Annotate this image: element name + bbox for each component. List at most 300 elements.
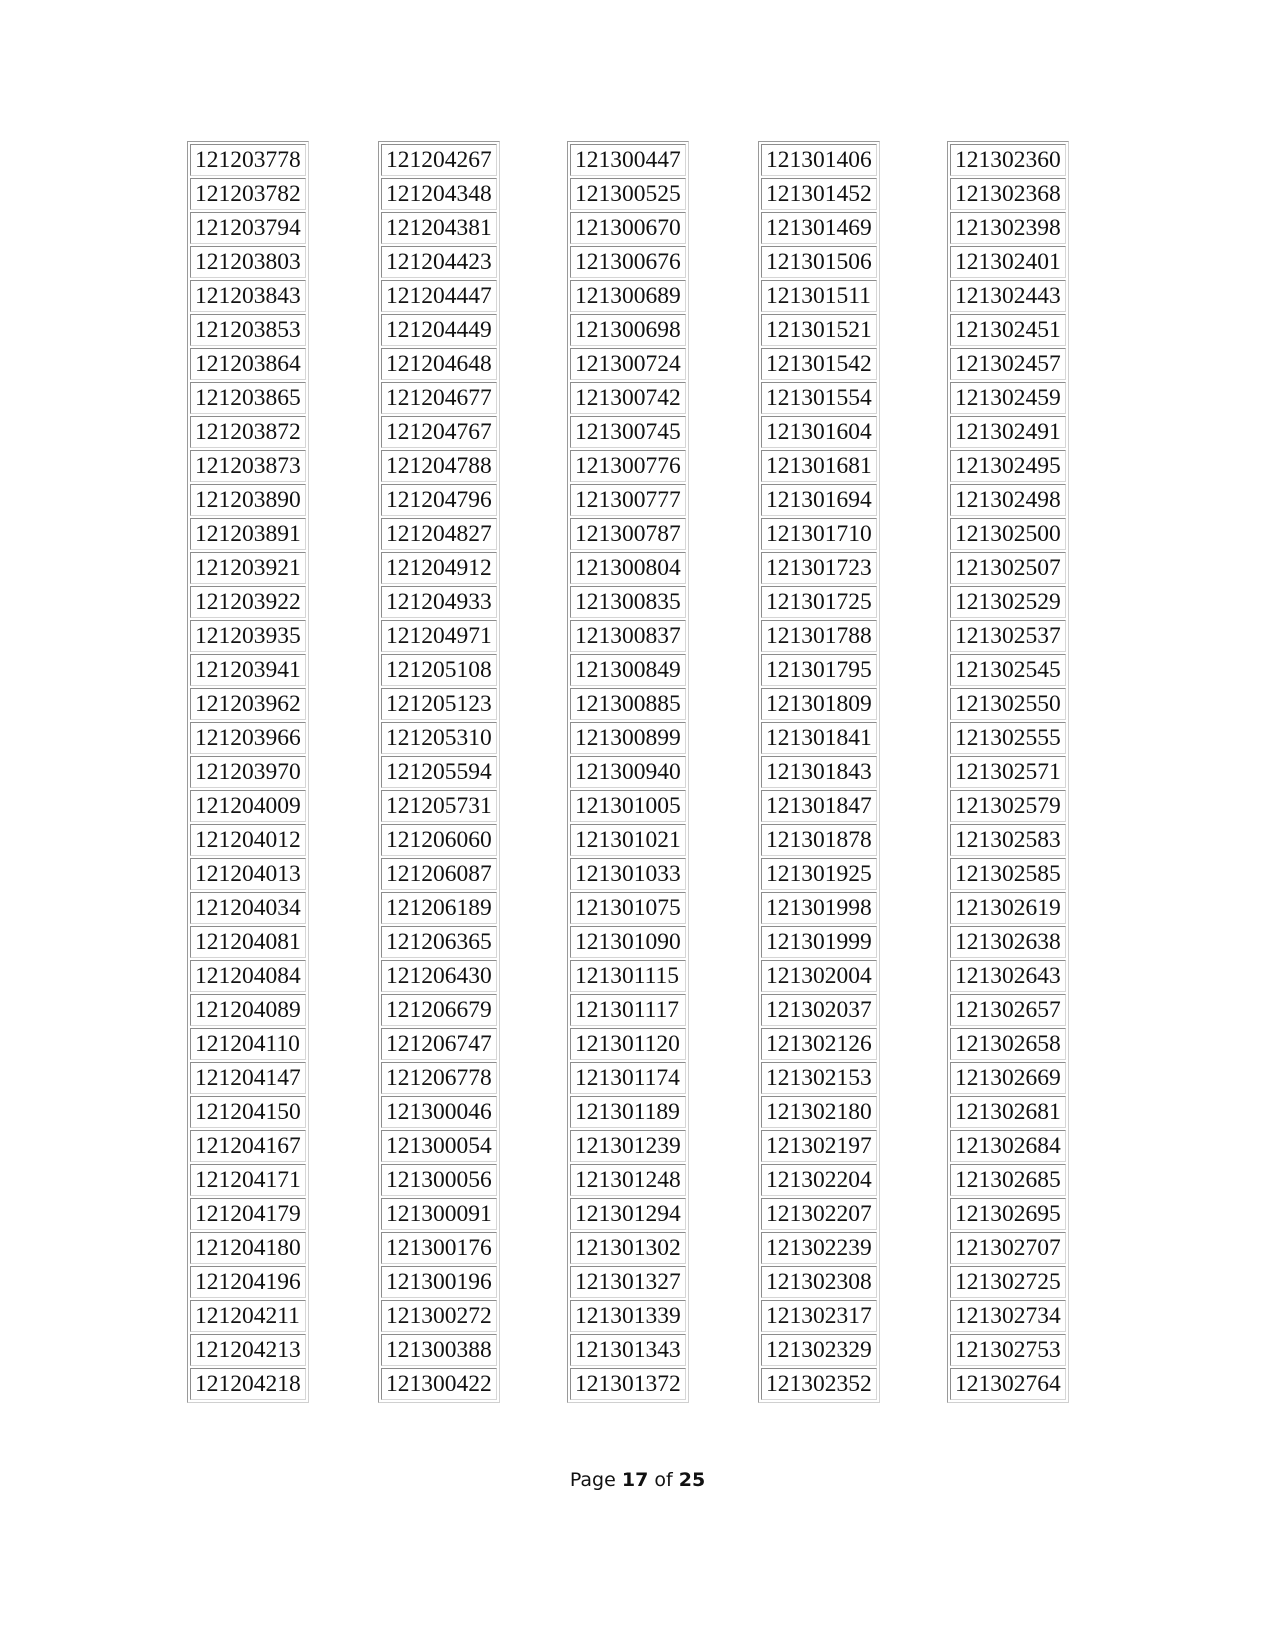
number-cell: 121301120 bbox=[570, 1028, 686, 1060]
number-cell: 121301327 bbox=[570, 1266, 686, 1298]
number-cell: 121204381 bbox=[381, 212, 497, 244]
table-row bbox=[570, 1096, 686, 1128]
number-cell: 121302555 bbox=[950, 722, 1066, 754]
number-cell: 121302571 bbox=[950, 756, 1066, 788]
table-row bbox=[761, 892, 877, 924]
table-row bbox=[381, 1334, 497, 1366]
table-row bbox=[570, 348, 686, 380]
number-cell: 121302368 bbox=[950, 178, 1066, 210]
number-cell: 121204084 bbox=[190, 960, 306, 992]
table-row bbox=[950, 1028, 1066, 1060]
number-cell: 121301248 bbox=[570, 1164, 686, 1196]
number-cell: 121203778 bbox=[190, 144, 306, 176]
number-cell: 121300777 bbox=[570, 484, 686, 516]
number-cell: 121204423 bbox=[381, 246, 497, 278]
number-column-5 bbox=[947, 141, 1069, 1403]
table-row bbox=[761, 688, 877, 720]
table-row bbox=[950, 416, 1066, 448]
table-row bbox=[190, 654, 306, 686]
table-row bbox=[190, 756, 306, 788]
number-cell: 121300804 bbox=[570, 552, 686, 584]
number-cell: 121204150 bbox=[190, 1096, 306, 1128]
number-cell: 121300046 bbox=[381, 1096, 497, 1128]
table-row bbox=[761, 280, 877, 312]
number-cell: 121203935 bbox=[190, 620, 306, 652]
table-row bbox=[570, 688, 686, 720]
table-row bbox=[950, 1096, 1066, 1128]
table-row bbox=[761, 1300, 877, 1332]
number-cell: 121301117 bbox=[570, 994, 686, 1026]
table-row bbox=[190, 484, 306, 516]
table-row bbox=[950, 1232, 1066, 1264]
number-cell: 121205594 bbox=[381, 756, 497, 788]
table-row bbox=[190, 960, 306, 992]
number-cell: 121302153 bbox=[761, 1062, 877, 1094]
table-row bbox=[761, 654, 877, 686]
table-row bbox=[570, 790, 686, 822]
table-row bbox=[190, 722, 306, 754]
number-cell: 121204034 bbox=[190, 892, 306, 924]
table-row bbox=[570, 1164, 686, 1196]
number-cell: 121302685 bbox=[950, 1164, 1066, 1196]
number-cell: 121205731 bbox=[381, 790, 497, 822]
table-row bbox=[190, 688, 306, 720]
number-cell: 121300835 bbox=[570, 586, 686, 618]
table-row bbox=[381, 144, 497, 176]
number-cell: 121302360 bbox=[950, 144, 1066, 176]
number-cell: 121206087 bbox=[381, 858, 497, 890]
number-cell: 121204009 bbox=[190, 790, 306, 822]
table-row bbox=[190, 1232, 306, 1264]
table-row bbox=[381, 1130, 497, 1162]
number-cell: 121301925 bbox=[761, 858, 877, 890]
number-cell: 121301021 bbox=[570, 824, 686, 856]
table-row bbox=[761, 1164, 877, 1196]
number-cell: 121302657 bbox=[950, 994, 1066, 1026]
number-cell: 121206778 bbox=[381, 1062, 497, 1094]
table-row bbox=[570, 552, 686, 584]
number-cell: 121205108 bbox=[381, 654, 497, 686]
number-cell: 121204348 bbox=[381, 178, 497, 210]
number-cell: 121203922 bbox=[190, 586, 306, 618]
number-cell: 121302550 bbox=[950, 688, 1066, 720]
number-cell: 121302734 bbox=[950, 1300, 1066, 1332]
number-cell: 121203873 bbox=[190, 450, 306, 482]
number-cell: 121204089 bbox=[190, 994, 306, 1026]
number-cell: 121301542 bbox=[761, 348, 877, 380]
number-cell: 121302498 bbox=[950, 484, 1066, 516]
table-row bbox=[950, 892, 1066, 924]
table-row bbox=[570, 1130, 686, 1162]
number-cell: 121300745 bbox=[570, 416, 686, 448]
table-row bbox=[761, 1266, 877, 1298]
number-column-3 bbox=[567, 141, 689, 1403]
table-row bbox=[570, 654, 686, 686]
table-row bbox=[950, 382, 1066, 414]
table-row bbox=[570, 1232, 686, 1264]
table-row bbox=[950, 314, 1066, 346]
number-cell: 121302457 bbox=[950, 348, 1066, 380]
table-row bbox=[381, 858, 497, 890]
table-row bbox=[381, 1062, 497, 1094]
number-cell: 121300776 bbox=[570, 450, 686, 482]
table-row bbox=[190, 1096, 306, 1128]
table-row bbox=[570, 1368, 686, 1400]
table-row bbox=[381, 552, 497, 584]
table-row bbox=[190, 1266, 306, 1298]
table-row bbox=[190, 620, 306, 652]
table-row bbox=[761, 824, 877, 856]
table-row bbox=[950, 688, 1066, 720]
number-cell: 121203865 bbox=[190, 382, 306, 414]
number-cell: 121204971 bbox=[381, 620, 497, 652]
table-row bbox=[761, 450, 877, 482]
number-cell: 121302180 bbox=[761, 1096, 877, 1128]
table-row bbox=[190, 416, 306, 448]
number-cell: 121204648 bbox=[381, 348, 497, 380]
number-column-4 bbox=[758, 141, 880, 1403]
number-cell: 121302585 bbox=[950, 858, 1066, 890]
number-cell: 121300698 bbox=[570, 314, 686, 346]
number-cell: 121203864 bbox=[190, 348, 306, 380]
table-row bbox=[381, 178, 497, 210]
table-row bbox=[950, 586, 1066, 618]
table-row bbox=[570, 382, 686, 414]
number-cell: 121204677 bbox=[381, 382, 497, 414]
number-cell: 121302308 bbox=[761, 1266, 877, 1298]
table-row bbox=[950, 1266, 1066, 1298]
number-cell: 121204933 bbox=[381, 586, 497, 618]
table-row bbox=[761, 858, 877, 890]
number-cell: 121302491 bbox=[950, 416, 1066, 448]
table-row bbox=[570, 1266, 686, 1298]
table-row bbox=[190, 212, 306, 244]
number-cell: 121300272 bbox=[381, 1300, 497, 1332]
number-cell: 121302684 bbox=[950, 1130, 1066, 1162]
table-row bbox=[761, 790, 877, 822]
number-cell: 121302638 bbox=[950, 926, 1066, 958]
number-cell: 121300676 bbox=[570, 246, 686, 278]
page-of-label: of bbox=[648, 1469, 679, 1491]
table-row bbox=[950, 144, 1066, 176]
table-row bbox=[950, 858, 1066, 890]
number-cell: 121301604 bbox=[761, 416, 877, 448]
table-row bbox=[381, 824, 497, 856]
number-cell: 121205310 bbox=[381, 722, 497, 754]
table-row bbox=[761, 484, 877, 516]
table-row bbox=[761, 1334, 877, 1366]
number-cell: 121300388 bbox=[381, 1334, 497, 1366]
table-row bbox=[381, 960, 497, 992]
number-cell: 121301339 bbox=[570, 1300, 686, 1332]
table-row bbox=[570, 518, 686, 550]
table-row bbox=[190, 1062, 306, 1094]
number-cell: 121301511 bbox=[761, 280, 877, 312]
table-row bbox=[190, 1334, 306, 1366]
table-row bbox=[761, 620, 877, 652]
number-cell: 121204211 bbox=[190, 1300, 306, 1332]
table-row bbox=[761, 348, 877, 380]
table-row bbox=[570, 144, 686, 176]
table-row bbox=[761, 1096, 877, 1128]
table-row bbox=[381, 518, 497, 550]
table-row bbox=[570, 484, 686, 516]
number-cell: 121203872 bbox=[190, 416, 306, 448]
table-row bbox=[570, 1334, 686, 1366]
number-cell: 121206365 bbox=[381, 926, 497, 958]
number-cell: 121301294 bbox=[570, 1198, 686, 1230]
table-row bbox=[381, 790, 497, 822]
table-row bbox=[570, 450, 686, 482]
table-row bbox=[190, 1368, 306, 1400]
table-row bbox=[381, 382, 497, 414]
number-cell: 121302764 bbox=[950, 1368, 1066, 1400]
number-cell: 121300787 bbox=[570, 518, 686, 550]
table-row bbox=[381, 722, 497, 754]
number-cell: 121204179 bbox=[190, 1198, 306, 1230]
table-row bbox=[570, 1062, 686, 1094]
table-row bbox=[950, 994, 1066, 1026]
number-cell: 121204171 bbox=[190, 1164, 306, 1196]
number-cell: 121302579 bbox=[950, 790, 1066, 822]
table-row bbox=[190, 824, 306, 856]
number-cell: 121204827 bbox=[381, 518, 497, 550]
table-row bbox=[381, 1368, 497, 1400]
number-cell: 121302317 bbox=[761, 1300, 877, 1332]
table-row bbox=[570, 824, 686, 856]
table-row bbox=[190, 178, 306, 210]
number-cell: 121302204 bbox=[761, 1164, 877, 1196]
number-cell: 121204213 bbox=[190, 1334, 306, 1366]
number-cell: 121204167 bbox=[190, 1130, 306, 1162]
table-row bbox=[570, 280, 686, 312]
table-row bbox=[570, 926, 686, 958]
table-row bbox=[761, 518, 877, 550]
table-row bbox=[761, 144, 877, 176]
table-row bbox=[950, 824, 1066, 856]
table-row bbox=[761, 756, 877, 788]
table-row bbox=[950, 960, 1066, 992]
number-cell: 121203794 bbox=[190, 212, 306, 244]
table-row bbox=[950, 1368, 1066, 1400]
number-cell: 121301809 bbox=[761, 688, 877, 720]
number-cell: 121301795 bbox=[761, 654, 877, 686]
table-row bbox=[761, 246, 877, 278]
number-cell: 121302451 bbox=[950, 314, 1066, 346]
table-row bbox=[381, 280, 497, 312]
number-cell: 121300525 bbox=[570, 178, 686, 210]
number-cell: 121206430 bbox=[381, 960, 497, 992]
page-label: Page bbox=[569, 1469, 622, 1491]
number-cell: 121203782 bbox=[190, 178, 306, 210]
table-row bbox=[761, 552, 877, 584]
table-row bbox=[381, 1232, 497, 1264]
number-cell: 121301843 bbox=[761, 756, 877, 788]
table-row bbox=[570, 212, 686, 244]
number-cell: 121301723 bbox=[761, 552, 877, 584]
number-cell: 121302643 bbox=[950, 960, 1066, 992]
table-row bbox=[381, 654, 497, 686]
total-page-count: 25 bbox=[678, 1469, 706, 1491]
number-cell: 121203921 bbox=[190, 552, 306, 584]
table-row bbox=[381, 416, 497, 448]
number-cell: 121300422 bbox=[381, 1368, 497, 1400]
number-cell: 121203966 bbox=[190, 722, 306, 754]
number-cell: 121302725 bbox=[950, 1266, 1066, 1298]
number-cell: 121206189 bbox=[381, 892, 497, 924]
number-cell: 121206747 bbox=[381, 1028, 497, 1060]
number-cell: 121301999 bbox=[761, 926, 877, 958]
number-cell: 121300849 bbox=[570, 654, 686, 686]
number-cell: 121300056 bbox=[381, 1164, 497, 1196]
table-row bbox=[190, 1300, 306, 1332]
table-row bbox=[190, 246, 306, 278]
number-cell: 121203843 bbox=[190, 280, 306, 312]
number-cell: 121300091 bbox=[381, 1198, 497, 1230]
table-row bbox=[570, 1028, 686, 1060]
number-cell: 121302658 bbox=[950, 1028, 1066, 1060]
table-row bbox=[761, 416, 877, 448]
number-cell: 121301554 bbox=[761, 382, 877, 414]
table-row bbox=[950, 1130, 1066, 1162]
number-cell: 121205123 bbox=[381, 688, 497, 720]
table-row bbox=[570, 756, 686, 788]
number-cell: 121300899 bbox=[570, 722, 686, 754]
number-cell: 121301343 bbox=[570, 1334, 686, 1366]
table-row bbox=[761, 1232, 877, 1264]
table-row bbox=[381, 450, 497, 482]
table-row bbox=[570, 246, 686, 278]
number-cell: 121204447 bbox=[381, 280, 497, 312]
table-row bbox=[381, 484, 497, 516]
table-row bbox=[381, 620, 497, 652]
table-row bbox=[381, 246, 497, 278]
table-row bbox=[381, 1164, 497, 1196]
number-cell: 121204218 bbox=[190, 1368, 306, 1400]
table-row bbox=[950, 654, 1066, 686]
number-cell: 121302500 bbox=[950, 518, 1066, 550]
table-row bbox=[950, 1062, 1066, 1094]
table-row bbox=[190, 314, 306, 346]
table-row bbox=[381, 314, 497, 346]
number-cell: 121203941 bbox=[190, 654, 306, 686]
table-row bbox=[381, 994, 497, 1026]
number-cell: 121204267 bbox=[381, 144, 497, 176]
table-row bbox=[570, 620, 686, 652]
number-cell: 121301878 bbox=[761, 824, 877, 856]
number-cell: 121302681 bbox=[950, 1096, 1066, 1128]
table-row bbox=[761, 586, 877, 618]
number-cell: 121301189 bbox=[570, 1096, 686, 1128]
table-row bbox=[570, 178, 686, 210]
number-cell: 121300670 bbox=[570, 212, 686, 244]
table-row bbox=[190, 926, 306, 958]
number-cell: 121302619 bbox=[950, 892, 1066, 924]
table-row bbox=[950, 178, 1066, 210]
number-cell: 121302459 bbox=[950, 382, 1066, 414]
number-cell: 121301115 bbox=[570, 960, 686, 992]
number-cell: 121204796 bbox=[381, 484, 497, 516]
table-row bbox=[950, 450, 1066, 482]
table-row bbox=[190, 552, 306, 584]
table-row bbox=[950, 1300, 1066, 1332]
table-row bbox=[190, 280, 306, 312]
number-cell: 121301681 bbox=[761, 450, 877, 482]
number-cell: 121301452 bbox=[761, 178, 877, 210]
table-row bbox=[190, 586, 306, 618]
table-row bbox=[381, 348, 497, 380]
number-cell: 121301725 bbox=[761, 586, 877, 618]
number-cell: 121300196 bbox=[381, 1266, 497, 1298]
number-cell: 121302669 bbox=[950, 1062, 1066, 1094]
number-cell: 121301710 bbox=[761, 518, 877, 550]
table-row bbox=[381, 892, 497, 924]
number-cell: 121302239 bbox=[761, 1232, 877, 1264]
table-row bbox=[761, 382, 877, 414]
table-row bbox=[190, 994, 306, 1026]
number-cell: 121203890 bbox=[190, 484, 306, 516]
number-cell: 121203803 bbox=[190, 246, 306, 278]
number-cell: 121302352 bbox=[761, 1368, 877, 1400]
table-row bbox=[950, 722, 1066, 754]
table-row bbox=[381, 688, 497, 720]
number-cell: 121203891 bbox=[190, 518, 306, 550]
number-cell: 121300837 bbox=[570, 620, 686, 652]
table-row bbox=[190, 790, 306, 822]
table-row bbox=[381, 1300, 497, 1332]
table-row bbox=[761, 722, 877, 754]
number-cell: 121301506 bbox=[761, 246, 877, 278]
number-cell: 121301090 bbox=[570, 926, 686, 958]
table-row bbox=[950, 518, 1066, 550]
table-row bbox=[950, 926, 1066, 958]
number-cell: 121302207 bbox=[761, 1198, 877, 1230]
number-cell: 121206679 bbox=[381, 994, 497, 1026]
number-cell: 121301239 bbox=[570, 1130, 686, 1162]
table-row bbox=[190, 892, 306, 924]
table-row bbox=[190, 144, 306, 176]
number-cell: 121300447 bbox=[570, 144, 686, 176]
table-row bbox=[570, 722, 686, 754]
table-row bbox=[570, 1198, 686, 1230]
number-cell: 121301847 bbox=[761, 790, 877, 822]
number-cell: 121302401 bbox=[950, 246, 1066, 278]
table-row bbox=[761, 1368, 877, 1400]
table-row bbox=[761, 1028, 877, 1060]
number-cell: 121302529 bbox=[950, 586, 1066, 618]
number-cell: 121302583 bbox=[950, 824, 1066, 856]
number-cell: 121302695 bbox=[950, 1198, 1066, 1230]
number-cell: 121204147 bbox=[190, 1062, 306, 1094]
number-cell: 121204788 bbox=[381, 450, 497, 482]
table-row bbox=[950, 212, 1066, 244]
table-row bbox=[950, 620, 1066, 652]
number-cell: 121301372 bbox=[570, 1368, 686, 1400]
number-cell: 121204912 bbox=[381, 552, 497, 584]
number-column-1 bbox=[187, 141, 309, 1403]
number-cell: 121300724 bbox=[570, 348, 686, 380]
number-cell: 121300689 bbox=[570, 280, 686, 312]
table-row bbox=[570, 416, 686, 448]
number-cell: 121302037 bbox=[761, 994, 877, 1026]
table-row bbox=[761, 926, 877, 958]
number-cell: 121204013 bbox=[190, 858, 306, 890]
table-row bbox=[190, 348, 306, 380]
table-row bbox=[761, 960, 877, 992]
number-cell: 121302443 bbox=[950, 280, 1066, 312]
number-cell: 121301998 bbox=[761, 892, 877, 924]
table-row bbox=[761, 1198, 877, 1230]
